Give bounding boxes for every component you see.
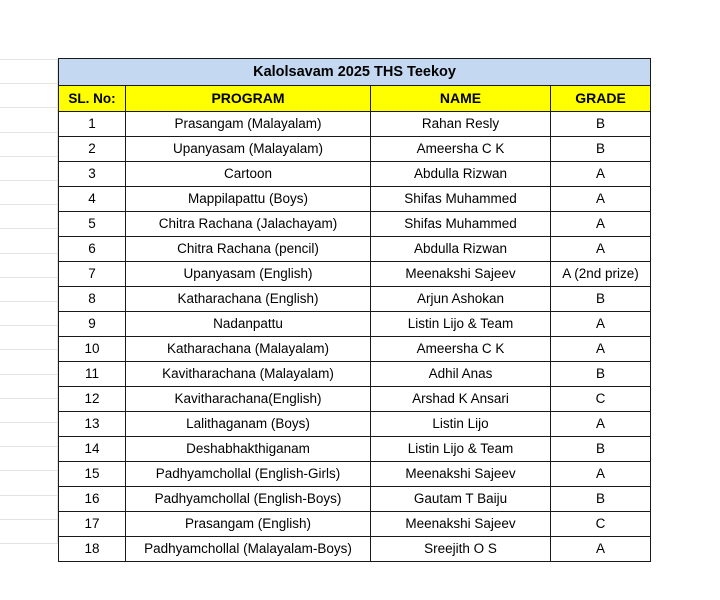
table-row <box>59 137 651 162</box>
cell-grade: A <box>551 162 651 187</box>
cell-name: Abdulla Rizwan <box>371 237 551 262</box>
cell-program: Nadanpattu <box>126 312 371 337</box>
cell-sl-no: 18 <box>59 537 126 562</box>
cell-name: Rahan Resly <box>371 112 551 137</box>
cell-sl-no: 10 <box>59 337 126 362</box>
cell-program: Cartoon <box>126 162 371 187</box>
cell-grade: C <box>551 512 651 537</box>
cell-sl-no: 16 <box>59 487 126 512</box>
grid-row-line <box>0 180 58 181</box>
cell-grade: A <box>551 537 651 562</box>
column-header-name[interactable]: NAME <box>371 86 551 112</box>
cell-name: Adhil Anas <box>371 362 551 387</box>
cell-program: Katharachana (English) <box>126 287 371 312</box>
results-table <box>58 58 651 562</box>
cell-name: Meenakshi Sajeev <box>371 262 551 287</box>
table-row <box>59 537 651 562</box>
table-title-row <box>59 59 651 86</box>
cell-program: Padhyamchollal (English-Boys) <box>126 487 371 512</box>
table-row <box>59 187 651 212</box>
table-row <box>59 487 651 512</box>
cell-program: Mappilapattu (Boys) <box>126 187 371 212</box>
column-header-sl-no[interactable]: SL. No: <box>59 86 126 112</box>
cell-name: Arshad K Ansari <box>371 387 551 412</box>
cell-grade: B <box>551 487 651 512</box>
grid-row-line <box>0 107 58 108</box>
grid-row-line <box>0 228 58 229</box>
cell-program: Padhyamchollal (English-Girls) <box>126 462 371 487</box>
cell-grade: A <box>551 212 651 237</box>
cell-sl-no: 11 <box>59 362 126 387</box>
cell-sl-no: 12 <box>59 387 126 412</box>
cell-grade: A <box>551 337 651 362</box>
table-row <box>59 237 651 262</box>
grid-row-line <box>0 398 58 399</box>
cell-name: Ameersha C K <box>371 337 551 362</box>
cell-name: Gautam T Baiju <box>371 487 551 512</box>
grid-row-line <box>0 495 58 496</box>
cell-program: Padhyamchollal (Malayalam-Boys) <box>126 537 371 562</box>
cell-program: Upanyasam (Malayalam) <box>126 137 371 162</box>
cell-sl-no: 4 <box>59 187 126 212</box>
column-header-program[interactable]: PROGRAM <box>126 86 371 112</box>
table-row <box>59 262 651 287</box>
cell-sl-no: 2 <box>59 137 126 162</box>
cell-sl-no: 5 <box>59 212 126 237</box>
cell-program: Upanyasam (English) <box>126 262 371 287</box>
cell-sl-no: 7 <box>59 262 126 287</box>
cell-sl-no: 8 <box>59 287 126 312</box>
cell-grade: B <box>551 287 651 312</box>
grid-row-line <box>0 156 58 157</box>
grid-row-line <box>0 59 58 60</box>
cell-name: Listin Lijo & Team <box>371 312 551 337</box>
table-row <box>59 362 651 387</box>
grid-row-line <box>0 253 58 254</box>
grid-row-line <box>0 519 58 520</box>
cell-program: Prasangam (English) <box>126 512 371 537</box>
cell-grade: B <box>551 137 651 162</box>
cell-grade: B <box>551 362 651 387</box>
table-header-row <box>59 86 651 112</box>
cell-name: Shifas Muhammed <box>371 187 551 212</box>
grid-row-line <box>0 543 58 544</box>
column-header-grade[interactable]: GRADE <box>551 86 651 112</box>
cell-grade: A <box>551 412 651 437</box>
cell-name: Meenakshi Sajeev <box>371 462 551 487</box>
cell-program: Kavitharachana(English) <box>126 387 371 412</box>
grid-row-line <box>0 374 58 375</box>
cell-sl-no: 15 <box>59 462 126 487</box>
table-row <box>59 512 651 537</box>
results-table-container <box>58 58 650 562</box>
table-row <box>59 437 651 462</box>
table-row <box>59 337 651 362</box>
cell-program: Lalithaganam (Boys) <box>126 412 371 437</box>
cell-grade: A <box>551 237 651 262</box>
cell-name: Listin Lijo & Team <box>371 437 551 462</box>
table-row <box>59 162 651 187</box>
cell-program: Chitra Rachana (Jalachayam) <box>126 212 371 237</box>
table-row <box>59 287 651 312</box>
cell-sl-no: 13 <box>59 412 126 437</box>
table-row <box>59 387 651 412</box>
table-row <box>59 112 651 137</box>
cell-name: Abdulla Rizwan <box>371 162 551 187</box>
grid-row-line <box>0 422 58 423</box>
cell-grade: C <box>551 387 651 412</box>
cell-sl-no: 6 <box>59 237 126 262</box>
grid-row-line <box>0 470 58 471</box>
cell-name: Shifas Muhammed <box>371 212 551 237</box>
cell-program: Kavitharachana (Malayalam) <box>126 362 371 387</box>
table-row <box>59 462 651 487</box>
cell-name: Meenakshi Sajeev <box>371 512 551 537</box>
grid-row-line <box>0 349 58 350</box>
table-title: Kalolsavam 2025 THS Teekoy <box>59 59 651 86</box>
grid-row-line <box>0 204 58 205</box>
grid-row-line <box>0 83 58 84</box>
cell-grade: A <box>551 187 651 212</box>
cell-program: Deshabhakthiganam <box>126 437 371 462</box>
cell-program: Prasangam (Malayalam) <box>126 112 371 137</box>
cell-name: Ameersha C K <box>371 137 551 162</box>
cell-grade: A <box>551 462 651 487</box>
cell-name: Listin Lijo <box>371 412 551 437</box>
cell-name: Sreejith O S <box>371 537 551 562</box>
cell-sl-no: 3 <box>59 162 126 187</box>
cell-sl-no: 1 <box>59 112 126 137</box>
grid-row-line <box>0 132 58 133</box>
cell-program: Chitra Rachana (pencil) <box>126 237 371 262</box>
grid-row-line <box>0 301 58 302</box>
cell-name: Arjun Ashokan <box>371 287 551 312</box>
table-row <box>59 212 651 237</box>
cell-sl-no: 14 <box>59 437 126 462</box>
cell-program: Katharachana (Malayalam) <box>126 337 371 362</box>
table-row <box>59 412 651 437</box>
cell-grade: A (2nd prize) <box>551 262 651 287</box>
cell-grade: B <box>551 437 651 462</box>
cell-sl-no: 17 <box>59 512 126 537</box>
table-row <box>59 312 651 337</box>
cell-grade: B <box>551 112 651 137</box>
grid-row-line <box>0 446 58 447</box>
grid-row-line <box>0 277 58 278</box>
cell-sl-no: 9 <box>59 312 126 337</box>
cell-grade: A <box>551 312 651 337</box>
grid-row-line <box>0 325 58 326</box>
